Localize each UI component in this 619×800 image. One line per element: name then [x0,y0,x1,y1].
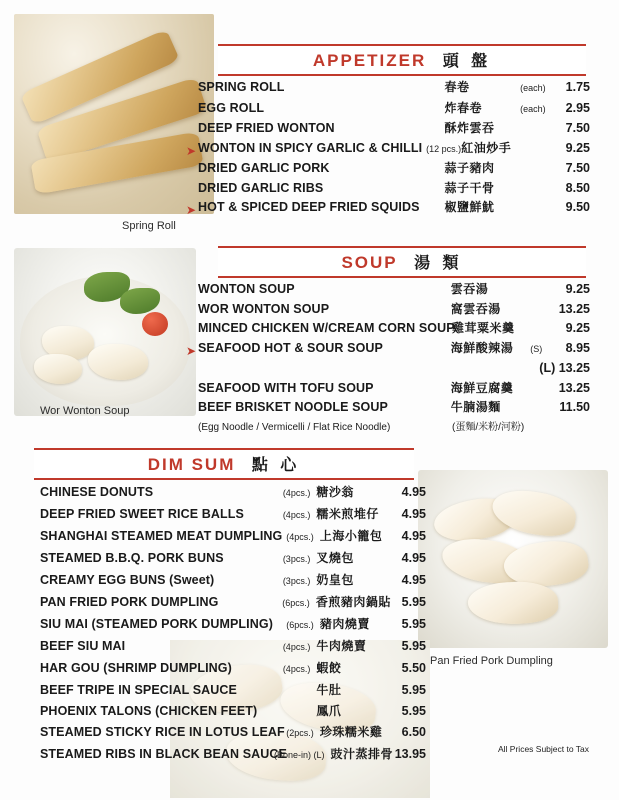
item-name: BEEF TRIPE IN SPECIAL SAUCE [40,683,237,697]
menu-item-row [198,119,590,139]
item-quantity: (4pcs.) [286,532,314,542]
menu-item-row [40,744,426,766]
appetizer-item-list [186,78,590,218]
item-name-zh: 糯米煎堆仔 [316,507,379,521]
item-name-zh: 海鮮酸辣湯 [450,340,514,355]
item-name: WONTON SOUP [198,282,295,296]
item-name: STEAMED RIBS IN BLACK BEAN SAUCE [40,747,287,761]
menu-item-row [40,548,426,570]
item-name-zh: 奶皇包 [316,573,354,587]
section-title-zh: 湯 類 [414,255,463,272]
item-price: 9.50 [565,200,590,214]
menu-item-row [40,680,426,701]
tomato-shape [142,312,168,336]
menu-item-row [186,339,590,360]
section-header-appetizer [218,44,586,76]
item-unit: (S) [530,343,543,354]
item-name-zh: 叉燒包 [316,551,354,565]
item-price: 7.50 [565,121,590,135]
item-name-zh: 牛肚 [316,683,342,697]
item-name: HAR GOU (SHRIMP DUMPLING) [40,661,232,675]
item-name: PHOENIX TALONS (CHICKEN FEET) [40,704,258,718]
item-name-zh: 珍珠糯米雞 [319,725,383,739]
item-name: WOR WONTON SOUP [198,301,330,316]
menu-item-subprice-row [198,359,590,379]
menu-item-row [40,636,426,658]
item-name-zh: 雞茸粟米羹 [452,321,515,335]
section-header-soup [218,246,586,278]
menu-item-row [186,139,590,160]
item-price: 11.50 [559,400,590,414]
item-price: 5.95 [401,617,426,631]
section-title-en: DIM SUM [147,455,236,474]
item-name-zh: 春卷 [444,80,470,94]
section-title-zh: 點 心 [251,457,301,474]
item-price: 13.95 [394,747,426,761]
item-name: CREAMY EGG BUNS (Sweet) [40,573,215,587]
item-name-zh: 海鮮豆腐羹 [450,380,514,395]
item-name: SEAFOOD WITH TOFU SOUP [198,380,374,395]
dimsum-item-list [40,482,426,766]
menu-item-row [198,179,590,199]
item-name-zh: 蒜子豬肉 [444,161,495,175]
item-price: 1.75 [565,80,590,94]
item-name: HOT & SPICED DEEP FRIED SQUIDS [198,200,420,214]
item-quantity: (Bone-in) (L) [274,750,325,760]
item-name-zh: 牛肉燒賣 [316,639,367,653]
item-quantity: (3pcs.) [282,554,311,564]
noodle-options-note: (Egg Noodle / Vermicelli / Flat Rice Noodle) [198,421,391,433]
soup-item-list [186,280,590,437]
menu-item-row [198,300,590,320]
item-name: SEAFOOD HOT & SOUR SOUP [198,340,383,355]
item-name: WONTON IN SPICY GARLIC & CHILLI [198,140,423,155]
item-name: CHINESE DONUTS [40,485,154,499]
item-name: SHANGHAI STEAMED MEAT DUMPLING [40,529,283,543]
item-price: 8.50 [565,180,590,195]
menu-item-row [40,526,426,548]
pointer-arrow-icon: ➤ [186,343,197,358]
item-name-zh: 上海小籠包 [319,529,383,543]
menu-item-row [198,398,590,418]
menu-item-row [198,280,590,300]
item-name: MINCED CHICKEN W/CREAM CORN SOUP [198,321,455,335]
menu-item-row [40,701,426,722]
item-price: 7.50 [565,161,590,175]
item-price: 9.25 [565,282,590,296]
item-name: DRIED GARLIC PORK [198,161,330,175]
item-name-zh: 蝦餃 [316,661,342,675]
soup-noodle-note-row [198,418,590,438]
menu-item-row [198,379,590,399]
menu-item-row [40,482,426,504]
item-quantity: (4pcs.) [282,488,311,498]
item-price: 4.95 [401,507,426,521]
item-price: 6.50 [401,725,426,739]
menu-item-row [40,722,426,744]
menu-item-row [198,319,590,339]
item-name: DRIED GARLIC RIBS [198,180,324,195]
item-name-zh: 紅油炒手 [461,140,512,155]
menu-item-row [40,504,426,526]
item-name-zh: 炸春卷 [444,100,482,115]
item-price: 9.25 [565,140,590,155]
menu-item-row [198,99,590,120]
spring-roll-caption: Spring Roll [122,220,176,232]
item-name: BEEF BRISKET NOODLE SOUP [198,400,388,414]
spring-roll-photo [14,14,214,217]
menu-item-row [198,78,590,99]
item-name: STEAMED B.B.Q. PORK BUNS [40,551,224,565]
item-quantity: (3pcs.) [282,576,311,586]
pan-fried-dumpling-photo [418,470,608,648]
item-name-zh: 雲吞湯 [450,282,489,296]
menu-item-row [40,614,426,636]
pointer-arrow-icon: ➤ [186,203,197,217]
item-name: EGG ROLL [198,100,265,115]
item-name-zh: 豬肉燒賣 [319,617,370,631]
item-price: 4.95 [401,529,426,543]
item-quantity: (6pcs.) [286,620,314,630]
menu-item-row [40,658,426,680]
section-title-zh: 頭 盤 [442,53,492,70]
section-title-en: APPETIZER [312,51,427,70]
item-quantity: (2pcs.) [286,728,314,738]
item-price: 2.95 [565,100,590,115]
item-price: 5.95 [401,639,426,653]
item-name-zh: 酥炸雲吞 [444,121,495,135]
pan-fried-dumpling-caption: Pan Fried Pork Dumpling [430,655,553,667]
item-name: DEEP FRIED WONTON [198,121,335,135]
item-price: 5.50 [401,661,426,675]
menu-item-row [198,159,590,179]
item-unit: (each) [520,83,546,93]
item-price: 13.25 [558,380,590,395]
section-header-dimsum [34,448,414,480]
pointer-arrow-icon: ➤ [186,143,197,158]
wor-wonton-caption: Wor Wonton Soup [40,405,130,417]
item-name-zh: 椒鹽鮮魷 [444,200,495,214]
item-price: 5.95 [401,683,426,697]
section-title-en: SOUP [341,253,398,272]
item-name-zh: 窩雲吞湯 [450,301,501,316]
noodle-options-note-zh: (蛋麵/米粉/河粉) [452,421,525,433]
menu-item-row [40,592,426,614]
item-quantity: (12 pcs.) [426,143,462,154]
item-quantity: (4pcs.) [282,510,311,520]
item-price: 4.95 [401,573,426,587]
item-price: 5.95 [401,704,426,718]
item-price-large: (L) 13.25 [539,361,590,375]
item-name: PAN FRIED PORK DUMPLING [40,595,219,609]
item-name-zh: 蒜子干骨 [444,180,495,195]
dumpling-shape [467,580,559,627]
wor-wonton-photo [14,248,196,416]
item-quantity: (6pcs.) [282,598,310,608]
item-name-zh: 香煎豬肉鍋貼 [315,595,391,609]
item-price: 4.95 [401,551,426,565]
item-name: SIU MAI (STEAMED PORK DUMPLING) [40,617,273,631]
item-price: 9.25 [565,321,590,335]
item-name-zh: 糖沙翁 [316,485,354,499]
item-unit: (each) [520,103,546,114]
item-name-zh: 豉汁蒸排骨 [330,747,394,761]
menu-item-row [40,570,426,592]
item-price: 4.95 [401,485,426,499]
item-name-zh: 牛腩湯麵 [450,400,501,414]
item-quantity: (4pcs.) [282,642,311,652]
item-quantity: (4pcs.) [282,664,311,674]
item-name: BEEF SIU MAI [40,639,126,653]
item-price: 5.95 [401,595,427,609]
tax-note: All Prices Subject to Tax [498,744,590,754]
menu-item-row [186,198,590,218]
item-name: SPRING ROLL [198,80,285,94]
item-name: STEAMED STICKY RICE IN LOTUS LEAF [40,725,285,739]
item-price: 13.25 [558,301,590,316]
item-price: 8.95 [565,340,590,355]
item-name: DEEP FRIED SWEET RICE BALLS [40,507,244,521]
item-name-zh: 鳳爪 [316,704,342,718]
